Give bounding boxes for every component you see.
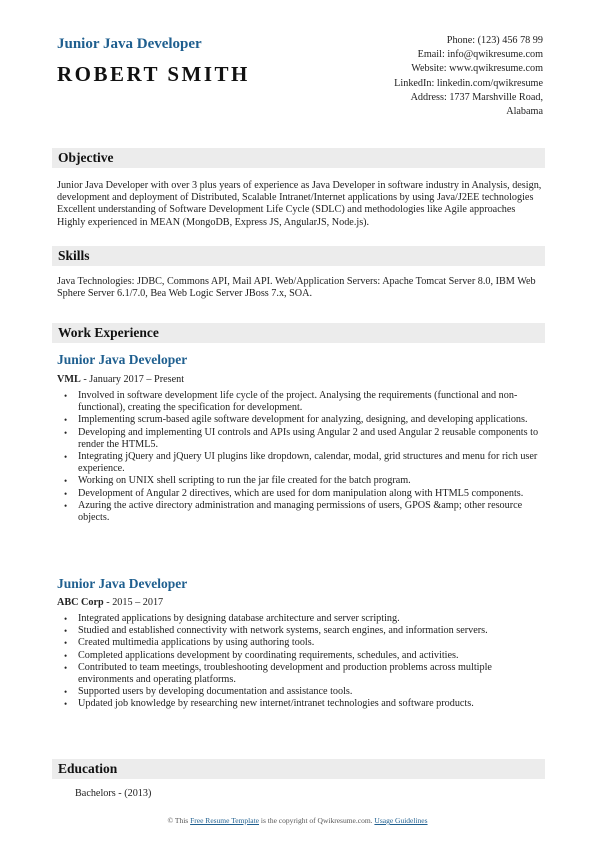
- job-1-dates: - January 2017 – Present: [80, 374, 185, 385]
- section-work-experience: Work Experience: [52, 323, 545, 343]
- list-item: • Contributed to team meetings, troubleshooting development and production problems across multiple environments and operating platforms.: [57, 662, 543, 686]
- list-item: • Involved in software development life cycle of the project. Analysing the requirements (functional and non-functional), creating the specification for development.: [57, 390, 543, 414]
- list-item: • Supported users by developing documentation and assistance tools.: [57, 686, 543, 698]
- job-1-company: VML: [57, 374, 81, 385]
- contact-phone: Phone: (123) 456 78 99: [446, 35, 543, 46]
- contact-website: Website: www.qwikresume.com: [411, 63, 543, 75]
- candidate-name: ROBERT SMITH: [57, 62, 250, 86]
- section-education: Education: [52, 759, 545, 779]
- list-item: • Developing and implementing UI controls and APIs using Angular 2 and used Angular 2 reusable components to render the HTML5.: [57, 427, 543, 451]
- usage-guidelines-link[interactable]: Usage Guidelines: [374, 816, 428, 825]
- list-item: • Studied and established connectivity with network systems, search engines, and information servers.: [57, 625, 543, 637]
- list-item: • Integrating jQuery and jQuery UI plugins like dropdown, calendar, modal, grid structures and menu for rich user experience.: [57, 451, 543, 475]
- list-item: • Working on UNIX shell scripting to run the jar file created for the batch program.: [57, 475, 543, 487]
- footer: [0, 816, 595, 825]
- list-item: • Integrated applications by designing database architecture and server scripting.: [57, 613, 543, 625]
- job-2-title: Junior Java Developer: [57, 576, 188, 591]
- section-objective: Objective: [52, 148, 545, 168]
- job-1-bullets: [57, 390, 543, 524]
- footer-copyright: © This: [167, 816, 191, 825]
- header-left: [57, 34, 250, 87]
- contact-block: [283, 34, 543, 119]
- contact-email: Email: info@qwikresume.com: [417, 49, 543, 61]
- job-2-dates: - 2015 – 2017: [103, 597, 164, 608]
- list-item: • Created multimedia applications by using authoring tools.: [57, 637, 543, 649]
- job-2-company-line: [57, 597, 163, 609]
- job-2-company: ABC Corp: [57, 597, 104, 608]
- list-item: • Updated job knowledge by researching new internet/intranet technologies and software products.: [57, 698, 543, 710]
- list-item: • Development of Angular 2 directives, which are used for dom manipulation along with HTML5 components.: [57, 488, 543, 500]
- objective-text: Junior Java Developer with over 3 plus years of experience as Java Developer in software industry in Analysis, design, development and deployment of Distributed, Scalable Intranet/Internet applications by using Java/J2EE technologies Excellent understanding of Software Development Life Cycle (SDLC) and methodologies like Agile approaches Highly experienced in MEAN (MongoDB, Express JS, AngularJS, Node.js).: [57, 180, 542, 228]
- section-skills: Skills: [52, 246, 545, 266]
- contact-linkedin: LinkedIn: linkedin.com/qwikresume: [394, 77, 543, 89]
- footer-middle: is the copyright of Qwikresume.com.: [259, 816, 375, 825]
- job-1-company-line: [57, 374, 184, 386]
- job-1-title: Junior Java Developer: [57, 352, 188, 367]
- list-item: • Azuring the active directory administration and managing permissions of users, GPOS &amp; other resource objects.: [57, 500, 543, 524]
- job-2-bullets: [57, 613, 543, 711]
- job-title: Junior Java Developer: [57, 36, 202, 52]
- free-resume-template-link[interactable]: Free Resume Template: [190, 816, 260, 825]
- skills-text: Java Technologies: JDBC, Commons API, Mail API. Web/Application Servers: Apache Tomcat Server 8.0, IBM Web Sphere Server 6.1/7.0, Bea Web Logic Server JBoss 7.x, SOA.: [57, 276, 536, 300]
- education-entry: Bachelors - (2013): [75, 788, 152, 799]
- contact-address-state: Alabama: [506, 106, 543, 118]
- contact-address: Address: 1737 Marshville Road,: [410, 91, 543, 103]
- list-item: • Completed applications development by coordinating requirements, schedules, and activities.: [57, 650, 543, 662]
- list-item: • Implementing scrum-based agile software development for analyzing, designing, and developing applications.: [57, 414, 543, 426]
